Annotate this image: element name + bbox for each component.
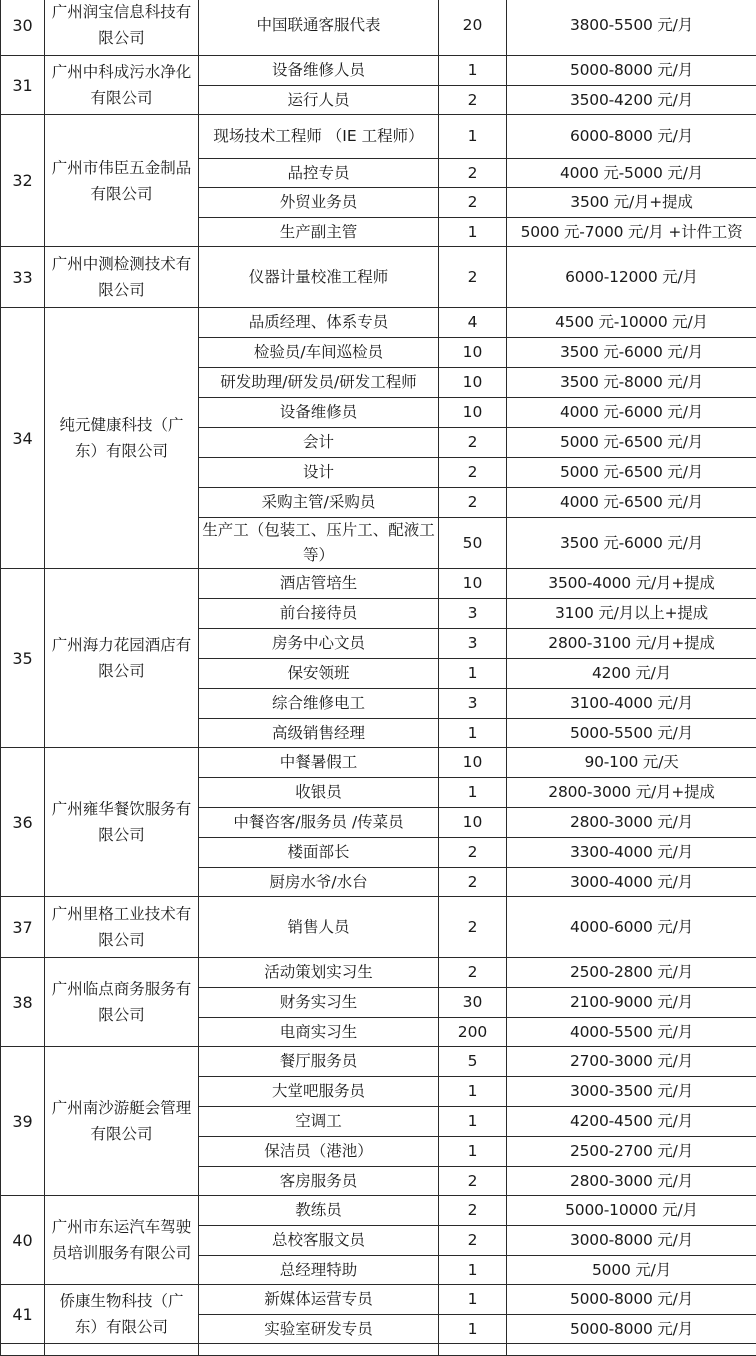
empty-cell	[45, 1344, 199, 1356]
company-number: 36	[1, 748, 45, 897]
position-title: 运行人员	[199, 86, 439, 115]
position-salary: 5000-8000 元/月	[507, 56, 756, 86]
table-row	[1, 958, 756, 988]
position-count: 2	[439, 1167, 507, 1196]
position-title: 中餐咨客/服务员 /传菜员	[199, 808, 439, 838]
position-title: 电商实习生	[199, 1018, 439, 1047]
position-count: 2	[439, 868, 507, 897]
company-number: 34	[1, 308, 45, 569]
company-name: 侨康生物科技（广东）有限公司	[45, 1285, 199, 1344]
table-row	[1, 1344, 756, 1356]
position-count: 2	[439, 1226, 507, 1256]
position-title: 生产工（包装工、压片工、配液工等）	[199, 518, 439, 569]
empty-cell	[1, 1344, 45, 1356]
position-count: 1	[439, 1107, 507, 1137]
company-name: 广州市伟臣五金制品有限公司	[45, 115, 199, 247]
position-salary: 3000-3500 元/月	[507, 1077, 756, 1107]
position-title: 空调工	[199, 1107, 439, 1137]
table-row	[1, 0, 756, 56]
position-title: 客房服务员	[199, 1167, 439, 1196]
position-title: 品控专员	[199, 159, 439, 188]
position-salary: 3100 元/月以上+提成	[507, 599, 756, 629]
position-salary: 2700-3000 元/月	[507, 1047, 756, 1077]
position-salary: 4000-5500 元/月	[507, 1018, 756, 1047]
position-salary: 3800-5500 元/月	[507, 0, 756, 56]
position-salary: 4500 元-10000 元/月	[507, 308, 756, 338]
position-title: 会计	[199, 428, 439, 458]
position-title: 厨房水爷/水台	[199, 868, 439, 897]
position-title: 设计	[199, 458, 439, 488]
table-row	[1, 56, 756, 86]
position-count: 10	[439, 338, 507, 368]
position-salary: 5000 元/月	[507, 1256, 756, 1285]
position-salary: 2500-2700 元/月	[507, 1137, 756, 1167]
company-number: 39	[1, 1047, 45, 1196]
position-salary: 4200 元/月	[507, 659, 756, 689]
position-salary: 3000-8000 元/月	[507, 1226, 756, 1256]
position-salary: 3000-4000 元/月	[507, 868, 756, 897]
position-salary: 5000-10000 元/月	[507, 1196, 756, 1226]
position-salary: 3500-4200 元/月	[507, 86, 756, 115]
position-salary: 6000-8000 元/月	[507, 115, 756, 159]
position-title: 品质经理、体系专员	[199, 308, 439, 338]
company-number: 35	[1, 569, 45, 748]
position-salary: 4200-4500 元/月	[507, 1107, 756, 1137]
position-title: 生产副主管	[199, 218, 439, 247]
position-title: 高级销售经理	[199, 719, 439, 748]
company-number: 41	[1, 1285, 45, 1344]
position-count: 20	[439, 0, 507, 56]
position-salary: 5000-8000 元/月	[507, 1315, 756, 1344]
company-name: 广州临点商务服务有限公司	[45, 958, 199, 1047]
position-salary: 90-100 元/天	[507, 748, 756, 778]
position-salary: 5000 元-6500 元/月	[507, 428, 756, 458]
position-count: 1	[439, 1285, 507, 1315]
position-title: 总经理特助	[199, 1256, 439, 1285]
position-title: 财务实习生	[199, 988, 439, 1018]
position-count: 1	[439, 56, 507, 86]
position-salary: 3300-4000 元/月	[507, 838, 756, 868]
position-salary: 4000-6000 元/月	[507, 897, 756, 958]
position-salary: 5000-8000 元/月	[507, 1285, 756, 1315]
position-count: 1	[439, 659, 507, 689]
company-number: 30	[1, 0, 45, 56]
company-name: 广州润宝信息科技有限公司	[45, 0, 199, 56]
position-title: 活动策划实习生	[199, 958, 439, 988]
position-salary: 2800-3000 元/月	[507, 1167, 756, 1196]
empty-cell	[507, 1344, 756, 1356]
position-salary: 4000 元-6500 元/月	[507, 488, 756, 518]
position-count: 2	[439, 838, 507, 868]
position-title: 餐厅服务员	[199, 1047, 439, 1077]
company-name: 广州中科成污水净化有限公司	[45, 56, 199, 115]
company-number: 40	[1, 1196, 45, 1285]
position-title: 设备维修人员	[199, 56, 439, 86]
position-count: 3	[439, 689, 507, 719]
table-row	[1, 748, 756, 778]
position-count: 2	[439, 488, 507, 518]
position-title: 楼面部长	[199, 838, 439, 868]
position-count: 2	[439, 86, 507, 115]
position-count: 2	[439, 1196, 507, 1226]
position-title: 中餐暑假工	[199, 748, 439, 778]
company-name: 广州海力花园酒店有限公司	[45, 569, 199, 748]
position-title: 综合维修电工	[199, 689, 439, 719]
position-title: 中国联通客服代表	[199, 0, 439, 56]
position-salary: 3500 元-6000 元/月	[507, 338, 756, 368]
position-salary: 2800-3000 元/月+提成	[507, 778, 756, 808]
position-salary: 6000-12000 元/月	[507, 247, 756, 308]
job-table-body	[1, 0, 756, 1356]
position-title: 总校客服文员	[199, 1226, 439, 1256]
company-name: 广州中测检测技术有限公司	[45, 247, 199, 308]
position-title: 外贸业务员	[199, 188, 439, 218]
position-title: 实验室研发专员	[199, 1315, 439, 1344]
position-count: 5	[439, 1047, 507, 1077]
company-name: 纯元健康科技（广东）有限公司	[45, 308, 199, 569]
company-name: 广州市东运汽车驾驶员培训服务有限公司	[45, 1196, 199, 1285]
position-title: 研发助理/研发员/研发工程师	[199, 368, 439, 398]
position-title: 大堂吧服务员	[199, 1077, 439, 1107]
position-count: 2	[439, 897, 507, 958]
table-row	[1, 247, 756, 308]
table-row	[1, 1196, 756, 1226]
position-title: 仪器计量校准工程师	[199, 247, 439, 308]
position-salary: 5000-5500 元/月	[507, 719, 756, 748]
company-number: 31	[1, 56, 45, 115]
position-count: 10	[439, 748, 507, 778]
table-row	[1, 569, 756, 599]
position-title: 前台接待员	[199, 599, 439, 629]
position-salary: 3500 元/月+提成	[507, 188, 756, 218]
position-count: 1	[439, 115, 507, 159]
table-row	[1, 1285, 756, 1315]
company-name: 广州南沙游艇会管理有限公司	[45, 1047, 199, 1196]
position-title: 新媒体运营专员	[199, 1285, 439, 1315]
position-title: 酒店管培生	[199, 569, 439, 599]
position-count: 2	[439, 159, 507, 188]
company-number: 32	[1, 115, 45, 247]
table-row	[1, 897, 756, 958]
position-salary: 3500-4000 元/月+提成	[507, 569, 756, 599]
position-salary: 2500-2800 元/月	[507, 958, 756, 988]
position-count: 4	[439, 308, 507, 338]
empty-cell	[439, 1344, 507, 1356]
table-row	[1, 115, 756, 159]
position-count: 10	[439, 398, 507, 428]
position-count: 1	[439, 1077, 507, 1107]
position-count: 10	[439, 569, 507, 599]
position-salary: 3100-4000 元/月	[507, 689, 756, 719]
position-salary: 4000 元-5000 元/月	[507, 159, 756, 188]
position-count: 10	[439, 368, 507, 398]
position-count: 1	[439, 1137, 507, 1167]
position-count: 1	[439, 1256, 507, 1285]
position-count: 3	[439, 599, 507, 629]
company-number: 33	[1, 247, 45, 308]
position-count: 2	[439, 458, 507, 488]
position-salary: 2100-9000 元/月	[507, 988, 756, 1018]
position-salary: 5000 元-6500 元/月	[507, 458, 756, 488]
position-count: 1	[439, 218, 507, 247]
position-count: 10	[439, 808, 507, 838]
company-name: 广州雍华餐饮服务有限公司	[45, 748, 199, 897]
position-salary: 3500 元-6000 元/月	[507, 518, 756, 569]
table-row	[1, 308, 756, 338]
position-count: 1	[439, 778, 507, 808]
position-count: 50	[439, 518, 507, 569]
position-title: 保安领班	[199, 659, 439, 689]
position-count: 2	[439, 188, 507, 218]
position-title: 收银员	[199, 778, 439, 808]
position-salary: 2800-3100 元/月+提成	[507, 629, 756, 659]
position-title: 采购主管/采购员	[199, 488, 439, 518]
position-title: 现场技术工程师 （IE 工程师）	[199, 115, 439, 159]
company-number: 37	[1, 897, 45, 958]
position-count: 2	[439, 958, 507, 988]
position-salary: 4000 元-6000 元/月	[507, 398, 756, 428]
position-count: 1	[439, 719, 507, 748]
position-title: 销售人员	[199, 897, 439, 958]
position-count: 3	[439, 629, 507, 659]
company-number: 38	[1, 958, 45, 1047]
position-title: 设备维修员	[199, 398, 439, 428]
empty-cell	[199, 1344, 439, 1356]
position-title: 保洁员（港池）	[199, 1137, 439, 1167]
position-salary: 3500 元-8000 元/月	[507, 368, 756, 398]
table-row	[1, 1047, 756, 1077]
company-name: 广州里格工业技术有限公司	[45, 897, 199, 958]
position-count: 2	[439, 428, 507, 458]
position-count: 1	[439, 1315, 507, 1344]
position-count: 2	[439, 247, 507, 308]
position-salary: 2800-3000 元/月	[507, 808, 756, 838]
position-salary: 5000 元-7000 元/月 +计件工资	[507, 218, 756, 247]
position-count: 200	[439, 1018, 507, 1047]
position-title: 房务中心文员	[199, 629, 439, 659]
position-count: 30	[439, 988, 507, 1018]
position-title: 教练员	[199, 1196, 439, 1226]
position-title: 检验员/车间巡检员	[199, 338, 439, 368]
